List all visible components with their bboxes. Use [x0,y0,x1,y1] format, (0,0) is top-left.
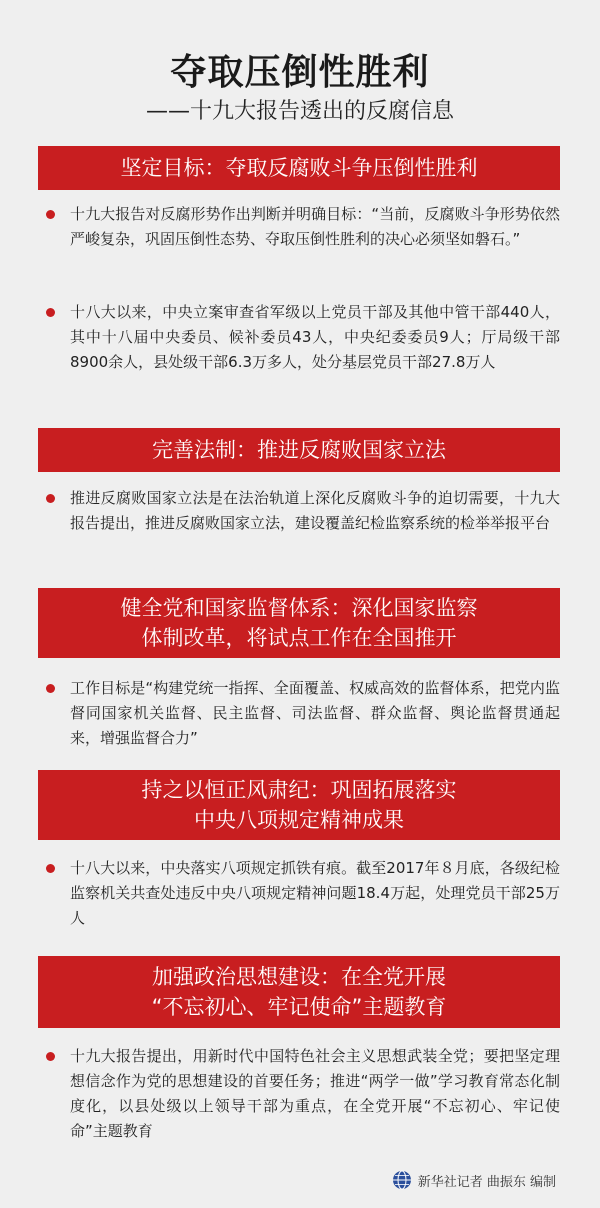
item-text: 十八大以来，中央立案审查省军级以上党员干部及其他中管干部440人，其中十八届中央委员、候补委员43人，中央纪委委员9人；厅局级干部8900余人，县处级干部6.3万多人，处分基层党员干部27.8万人 [70,303,560,371]
section-heading-line: 体制改革，将试点工作在全国推开 [141,626,457,650]
list-item [46,300,560,375]
section-heading-line: 健全党和国家监督体系：深化国家监察 [120,596,478,620]
section-heading-line: 持之以恒正风肃纪：巩固拓展落实 [141,778,457,802]
item-text: 十九大报告提出，用新时代中国特色社会主义思想武装全党；要把坚定理想信念作为党的思想建设的首要任务；推进“两学一做”学习教育常态化制度化，以县处级以上领导干部为重点，在全党开展“不忘初心、牢记使命”主题教育 [70,1047,560,1140]
list-item [46,202,560,252]
section-heading-line: “不忘初心、牢记使命”主题教育 [151,995,447,1019]
section-2-heading [38,428,560,472]
bullet-dot-icon [46,864,55,873]
bullet-dot-icon [46,210,55,219]
bullet-dot-icon [46,684,55,693]
section-3-heading [38,588,560,658]
page-subtitle: ——十九大报告透出的反腐信息 [145,99,454,124]
xinhua-globe-icon [392,1170,412,1190]
credit-text: 新华社记者 曲振东 编制 [417,1174,556,1190]
page-title: 夺取压倒性胜利 [170,52,430,93]
bullet-dot-icon [46,308,55,317]
list-item [46,856,560,931]
item-text: 工作目标是“构建党统一指挥、全面覆盖、权威高效的监督体系，把党内监督同国家机关监督、民主监督、司法监督、群众监督、舆论监督贯通起来，增强监督合力” [70,679,560,747]
credit [392,1170,556,1190]
section-heading-line: 中央八项规定精神成果 [194,808,404,832]
list-item [46,676,560,751]
item-text: 十九大报告对反腐形势作出判断并明确目标：“当前，反腐败斗争形势依然严峻复杂，巩固压倒性态势、夺取压倒性胜利的决心必须坚如磐石。” [70,205,560,248]
list-item [46,486,560,536]
item-text: 十八大以来，中央落实八项规定抓铁有痕。截至2017年８月底，各级纪检监察机关共查处违反中央八项规定精神问题18.4万起，处理党员干部25万人 [70,859,560,927]
section-heading-line: 加强政治思想建设：在全党开展 [152,965,446,989]
section-1-heading [38,146,560,190]
bullet-dot-icon [46,1052,55,1061]
bullet-dot-icon [46,494,55,503]
section-heading-line: 完善法制：推进反腐败国家立法 [152,438,446,462]
item-text: 推进反腐败国家立法是在法治轨道上深化反腐败斗争的迫切需要，十九大报告提出，推进反腐败国家立法，建设覆盖纪检监察系统的检举举报平台 [70,489,560,532]
section-4-heading [38,770,560,840]
list-item [46,1044,560,1144]
section-5-heading [38,956,560,1028]
section-heading-line: 坚定目标：夺取反腐败斗争压倒性胜利 [120,156,478,180]
